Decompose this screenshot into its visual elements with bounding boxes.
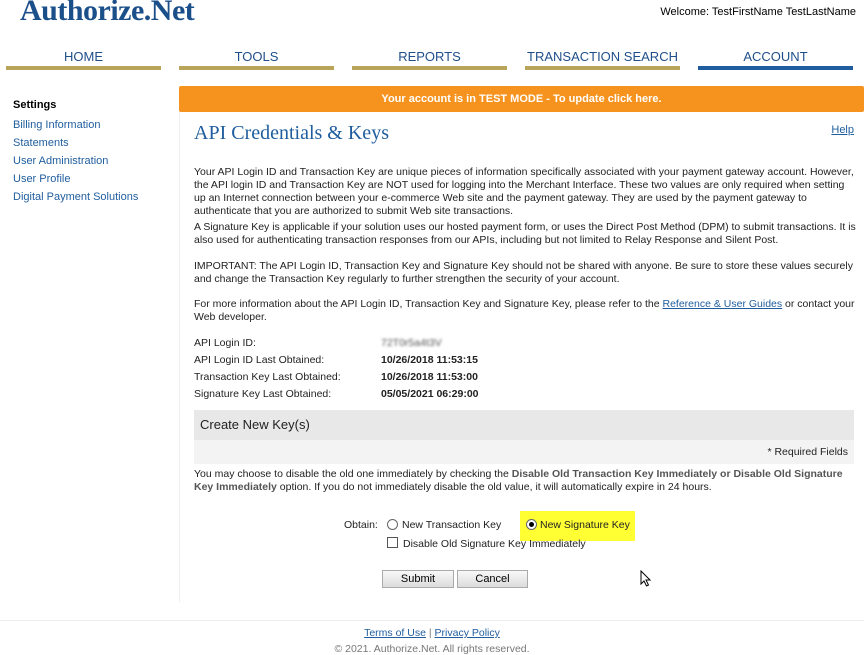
nav-transaction-search-bar	[525, 66, 680, 70]
api-login-id-value: 72T0r5a4t3V	[381, 337, 442, 349]
disable-old-signature-key-label[interactable]: Disable Old Signature Key Immediately	[403, 538, 586, 550]
disable-note-bold: Disable Old Transaction Key Immediately or Disable Old Signature Key Immediately	[194, 468, 843, 493]
footer-separator: |	[428, 627, 432, 639]
reference-guides-link[interactable]: Reference & User Guides	[662, 298, 783, 310]
signature-key-obtained-label: Signature Key Last Obtained:	[194, 388, 332, 400]
test-mode-banner[interactable]: Your account is in TEST MODE - To update click here.	[179, 86, 864, 112]
footer	[0, 620, 864, 655]
login-id-obtained-label: API Login ID Last Obtained:	[194, 354, 325, 366]
create-new-keys-header: Create New Key(s)	[194, 410, 854, 440]
main-nav	[6, 48, 864, 70]
nav-tools-label: TOOLS	[234, 49, 279, 64]
welcome-text: Welcome: TestFirstName TestLastName	[660, 6, 856, 18]
sidebar-title: Settings	[13, 99, 57, 111]
disable-note-start: You may choose to disable the old one immediately by checking the	[194, 468, 512, 480]
sidebar-item-user-administration[interactable]: User Administration	[13, 155, 109, 167]
terms-of-use-link[interactable]: Terms of Use	[364, 627, 426, 639]
disable-note-end: option. If you do not immediately disable the old value, it will automatically expire in 24 hours.	[276, 481, 712, 493]
sidebar	[13, 99, 173, 206]
important-paragraph: IMPORTANT: The API Login ID, Transaction Key and Signature Key should not be shared with anyone. Be sure to store these values securely and change the Transaction Key regularly to further strengthen the security of your account.	[194, 260, 853, 285]
sidebar-item-statements[interactable]: Statements	[13, 137, 69, 149]
sidebar-item-digital-payment-solutions[interactable]: Digital Payment Solutions	[13, 191, 139, 203]
submit-button[interactable]: Submit	[382, 570, 454, 588]
sidebar-item-user-profile[interactable]: User Profile	[13, 173, 71, 185]
authorize-net-logo: Authorize.Net	[20, 0, 195, 27]
new-transaction-key-label[interactable]: New Transaction Key	[402, 519, 502, 531]
nav-home-bar	[6, 66, 161, 70]
nav-home-label: HOME	[64, 49, 103, 64]
obtain-label: Obtain:	[344, 519, 378, 531]
footer-links	[0, 627, 864, 639]
signature-key-paragraph: A Signature Key is applicable if your solution uses our hosted payment form, or uses the Direct Post Method (DPM) to submit transactions. It is also used for authenticating transaction responses from our APIs, including but not limited to Relay Response and Silent Post.	[194, 221, 856, 246]
transaction-key-obtained-label: Transaction Key Last Obtained:	[194, 371, 341, 383]
disable-note	[194, 468, 857, 494]
required-fields-note: * Required Fields	[767, 446, 848, 458]
more-info-text-end: or contact your Web developer.	[194, 298, 855, 323]
new-signature-key-label[interactable]: New Signature Key	[540, 519, 630, 531]
login-id-obtained-value: 10/26/2018 11:53:15	[381, 354, 478, 366]
transaction-key-obtained-value: 10/26/2018 11:53:00	[381, 371, 478, 383]
nav-account-bar	[698, 66, 853, 70]
nav-tools[interactable]	[179, 48, 334, 70]
disable-old-signature-key-checkbox[interactable]	[387, 537, 398, 548]
nav-home[interactable]	[6, 48, 161, 70]
privacy-policy-link[interactable]: Privacy Policy	[434, 627, 500, 639]
help-link[interactable]: Help	[831, 124, 854, 136]
nav-reports-label: REPORTS	[398, 49, 461, 64]
page-title: API Credentials & Keys	[194, 122, 389, 144]
new-signature-key-radio[interactable]	[526, 519, 537, 530]
signature-key-obtained-value: 05/05/2021 06:29:00	[381, 388, 479, 400]
nav-tools-bar	[179, 66, 334, 70]
new-transaction-key-radio[interactable]	[387, 519, 398, 530]
api-login-id-label: API Login ID:	[194, 337, 256, 349]
nav-reports[interactable]	[352, 48, 507, 70]
nav-transaction-search[interactable]	[525, 48, 680, 70]
nav-transaction-search-label: TRANSACTION SEARCH	[527, 49, 678, 64]
nav-reports-bar	[352, 66, 507, 70]
nav-account-label: ACCOUNT	[743, 49, 808, 64]
main-content	[179, 112, 864, 602]
create-new-keys-body	[194, 440, 854, 464]
more-info-text-start: For more information about the API Login ID, Transaction Key and Signature Key, please refer to the	[194, 298, 663, 310]
more-info-paragraph	[194, 298, 857, 324]
intro-paragraph: Your API Login ID and Transaction Key are unique pieces of information specifically associated with your payment gateway account. However, the API login ID and Transaction Key are NOT used for logging into the Merchant Interface. These two values are only required when setting up an Internet connection between your e-commerce Web site and the payment gateway. They are used by the payment gateway to authenticate that you are authorized to submit Web site transactions.	[194, 166, 854, 217]
sidebar-item-billing-information[interactable]: Billing Information	[13, 119, 101, 131]
copyright: © 2021. Authorize.Net. All rights reserved.	[334, 643, 530, 655]
cancel-button[interactable]: Cancel	[457, 570, 528, 588]
nav-account[interactable]	[698, 48, 853, 70]
